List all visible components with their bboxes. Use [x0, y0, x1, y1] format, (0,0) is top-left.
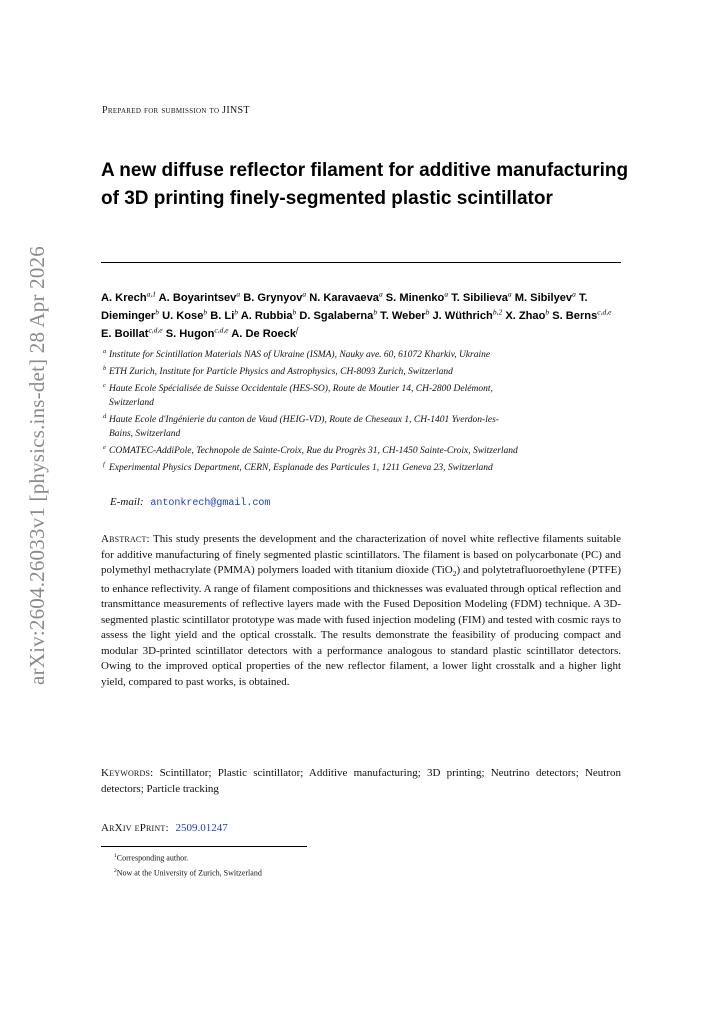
affiliation-text: Experimental Physics Department, CERN, Esplanade des Particules 1, 1211 Geneva 23, Switzerland: [109, 463, 493, 473]
abstract-text-part2: ) and polytetrafluoroethylene (PTFE) to enhance reflectivity. A range of filament compositions and thicknesses was evaluated through optical reflection and transmittance measurements of reflective layers made with the Fused Deposition Modeling (FDM) technique. A 3D-segmented plastic scintillator prototype was made with fused injection modeling (FIM) and tested with cosmic rays to assess the light yield and the optical crosstalk. The results demonstrate the feasibility of producing compact and modular 3D-printed scintillator detectors with a performance analogous to standard plastic scintillator detectors. Owing to the improved optical properties of the new reflector filament, a lower light crosstalk and a higher light yield, compared to past works, is obtained.: [101, 564, 621, 688]
author: [299, 307, 378, 322]
footnote-mark: 2: [114, 867, 117, 874]
affiliation-text-continued: Bains, Switzerland: [109, 429, 181, 439]
author-name: S. Berns: [552, 310, 598, 322]
abstract-text-part1: This study presents the development and the characterization of novel white reflective filaments suitable for additive manufacturing of finely segmented plastic scintillators. The filament is based on polycarbonate (PC) and polymethyl methacrylate (PMMA) polymers loaded with titanium dioxide (TiO: [101, 533, 622, 576]
author-name: X. Zhao: [505, 310, 546, 322]
affiliation-e: [103, 444, 623, 458]
abstract-subscript: 2: [452, 569, 457, 579]
author-name: E. Boillat: [101, 328, 149, 340]
affiliation-d: [103, 413, 623, 441]
author: [101, 289, 156, 304]
author-affiliation-mark: a: [507, 289, 512, 299]
author-name: T. Dieminger: [101, 292, 588, 322]
footnote-text: Now at the University of Zurich, Switzerland: [116, 868, 262, 878]
author-list: [101, 289, 623, 343]
email-link[interactable]: antonkrech@gmail.com: [150, 498, 271, 509]
author-name: U. Kose: [162, 310, 204, 322]
affiliation-c: [103, 382, 623, 410]
arxiv-identifier-text: arXiv:2604.26033v1 [physics.ins-det] 28 Apr 2026: [24, 245, 49, 685]
author-affiliation-mark: c,d,e: [214, 325, 229, 335]
paper-title: A new diffuse reflector filament for additive manufacturing of 3D printing finely-segmented plastic scintillator: [101, 160, 629, 209]
affiliation-mark: b: [103, 365, 107, 372]
author-name: A. Rubbia: [240, 310, 293, 322]
eprint-link[interactable]: 2509.01247: [175, 822, 228, 834]
author: [210, 307, 239, 322]
author: [158, 289, 241, 304]
arxiv-identifier-stamp: [22, 245, 52, 685]
author-name: B. Grynyov: [243, 292, 303, 304]
author-name: J. Wüthrich: [432, 310, 493, 322]
author: [231, 325, 299, 340]
author-name: B. Li: [210, 310, 235, 322]
author: [432, 307, 503, 322]
footnote-mark: 1: [114, 853, 117, 859]
author-name: N. Karavaeva: [309, 292, 379, 304]
affiliation-text: Haute Ecole d'Ingénierie du canton de Vaud (HEIG-VD), Route de Cheseaux 1, CH-1401 Yverdon-les-: [109, 415, 499, 425]
author-affiliation-mark: c,d,e: [148, 325, 163, 335]
affiliation-mark: c: [103, 382, 106, 389]
affiliation-text: Institute for Scintillation Materials NAS of Ukraine (ISMA), Nauky ave. 60, 61072 Kharkiv, Ukraine: [109, 350, 491, 360]
abstract-label: Abstract:: [101, 533, 150, 545]
footnote-1: [114, 850, 262, 865]
abstract: [101, 532, 621, 690]
author-affiliation-mark: a: [444, 289, 449, 299]
author-affiliation-mark: a,1: [146, 289, 156, 299]
author-affiliation-mark: b: [425, 307, 430, 317]
author: [309, 289, 383, 304]
author-affiliation-mark: b,2: [492, 307, 503, 317]
author-affiliation-mark: f: [296, 325, 299, 335]
affiliation-text: COMATEC-AddiPole, Technopole de Sainte-Croix, Rue du Progrès 31, CH-1450 Sainte-Croix, Switzerland: [109, 446, 518, 456]
author-name: S. Minenko: [385, 292, 445, 304]
author-affiliation-mark: b: [203, 307, 208, 317]
title-divider: [101, 262, 621, 263]
author-affiliation-mark: b: [155, 307, 159, 317]
author-affiliation-mark: a: [378, 289, 383, 299]
footnote-text: Corresponding author.: [116, 853, 189, 863]
author-name: S. Hugon: [165, 328, 215, 340]
footnote-divider: [101, 846, 307, 847]
author: [165, 325, 229, 340]
footnotes: [114, 850, 262, 879]
contact-email: [110, 496, 270, 509]
affiliation-mark: e: [103, 444, 106, 451]
author-affiliation-mark: c,d,e: [597, 307, 612, 317]
affiliation-text-continued: Switzerland: [109, 398, 154, 408]
author-affiliation-mark: b: [234, 307, 239, 317]
author: [243, 289, 307, 304]
author: [162, 307, 208, 322]
arxiv-eprint: [101, 822, 228, 834]
affiliation-mark: d: [103, 413, 107, 420]
author-name: A. De Roeck: [231, 328, 297, 340]
author: [505, 307, 550, 322]
author-affiliation-mark: a: [236, 289, 241, 299]
author-name: M. Sibilyev: [514, 292, 573, 304]
email-label: E-mail:: [110, 496, 144, 508]
author: [552, 307, 612, 322]
affiliation-mark: a: [103, 348, 107, 355]
keywords: [101, 766, 621, 797]
author-affiliation-mark: a: [302, 289, 307, 299]
keywords-text: Scintillator; Plastic scintillator; Additive manufacturing; 3D printing; Neutrino detectors; Neutron detectors; Particle tracking: [101, 767, 622, 795]
author: [380, 307, 430, 322]
author-affiliation-mark: b: [292, 307, 297, 317]
affiliation-b: [103, 365, 623, 379]
author-name: T. Sibilieva: [451, 292, 508, 304]
submission-note: Prepared for submission to JINST: [102, 105, 250, 116]
affiliation-mark: f: [103, 461, 105, 468]
author: [451, 289, 512, 304]
author-affiliation-mark: b: [373, 307, 378, 317]
keywords-label: Keywords:: [101, 767, 154, 779]
author-name: A. Boyarintsev: [158, 292, 237, 304]
author-name: D. Sgalaberna: [299, 310, 374, 322]
author-name: A. Krech: [101, 292, 147, 304]
eprint-label: ArXiv ePrint:: [101, 822, 169, 834]
author-name: T. Weber: [380, 310, 426, 322]
affiliation-f: [103, 461, 623, 475]
author: [385, 289, 449, 304]
author-affiliation-mark: b: [545, 307, 550, 317]
footnote-2: [114, 865, 262, 880]
author: [240, 307, 297, 322]
author: [514, 289, 576, 304]
affiliation-list: [103, 348, 623, 478]
affiliation-text: Haute Ecole Spécialisée de Suisse Occidentale (HES-SO), Route de Moutier 14, CH-2800 Delémont,: [109, 384, 493, 394]
affiliation-a: [103, 348, 623, 362]
affiliation-text: ETH Zurich, Institute for Particle Physics and Astrophysics, CH-8093 Zurich, Switzerland: [109, 367, 453, 377]
author-affiliation-mark: a: [572, 289, 576, 299]
author: [101, 325, 163, 340]
